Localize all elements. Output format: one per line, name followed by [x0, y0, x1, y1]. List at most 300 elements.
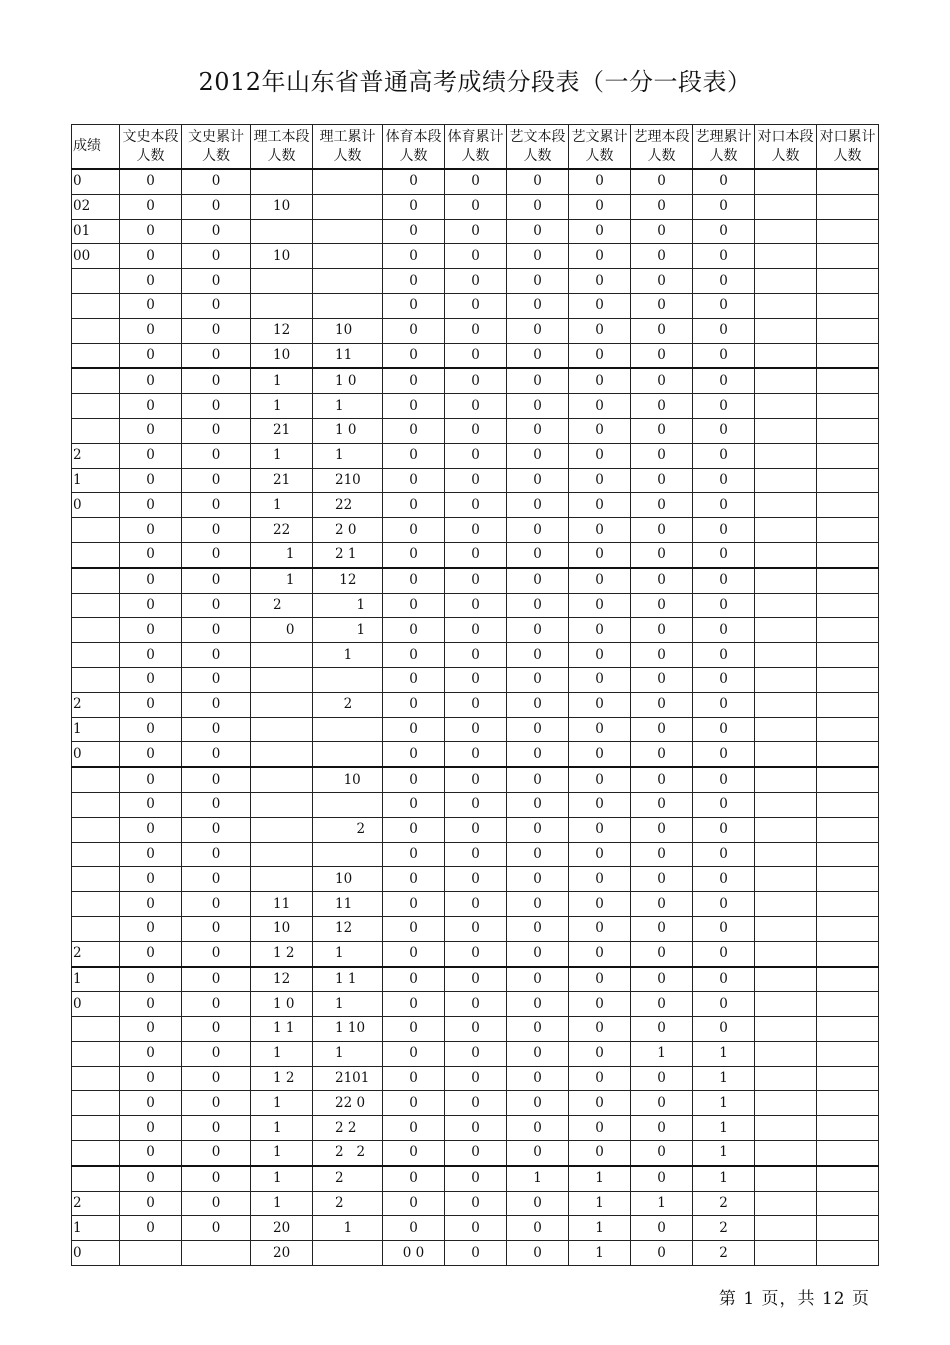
count-cell: 0 — [182, 618, 251, 643]
count-cell — [755, 418, 817, 443]
count-cell: 2 1 — [313, 542, 383, 567]
count-cell: 0 — [445, 643, 507, 668]
table-row — [72, 1017, 879, 1042]
count-cell: 0 — [120, 468, 182, 493]
count-cell: 0 — [445, 742, 507, 767]
count-cell: 0 — [569, 1141, 631, 1166]
count-cell: 11 — [313, 343, 383, 368]
count-cell: 0 — [120, 1066, 182, 1091]
count-cell: 1 — [251, 394, 313, 419]
count-cell — [313, 667, 383, 692]
count-cell: 0 — [631, 1216, 693, 1241]
count-cell — [755, 318, 817, 343]
count-cell — [817, 169, 879, 194]
table-row — [72, 941, 879, 966]
count-cell: 0 — [120, 1191, 182, 1216]
count-cell — [755, 1017, 817, 1042]
count-cell — [755, 394, 817, 419]
column-header: 艺文累计人数 — [569, 125, 631, 170]
count-cell: 0 — [383, 169, 445, 194]
count-cell — [755, 842, 817, 867]
count-cell — [313, 244, 383, 269]
count-cell: 0 — [693, 941, 755, 966]
count-cell: 0 — [507, 867, 569, 892]
count-cell: 0 — [507, 892, 569, 917]
count-cell: 0 — [507, 643, 569, 668]
count-cell: 0 — [120, 418, 182, 443]
count-cell: 10 — [313, 867, 383, 892]
count-cell: 0 — [693, 394, 755, 419]
count-cell: 0 — [569, 493, 631, 518]
count-cell: 0 — [631, 443, 693, 468]
count-cell — [755, 1141, 817, 1166]
table-row — [72, 643, 879, 668]
score-cell: 00 — [72, 244, 120, 269]
count-cell: 0 — [120, 244, 182, 269]
count-cell: 0 — [693, 618, 755, 643]
count-cell: 22 0 — [313, 1091, 383, 1116]
table-row — [72, 967, 879, 992]
count-cell: 0 — [182, 967, 251, 992]
count-cell: 0 — [445, 468, 507, 493]
count-cell: 1 — [693, 1066, 755, 1091]
count-cell: 0 — [445, 767, 507, 792]
count-cell: 0 — [182, 1141, 251, 1166]
table-row — [72, 568, 879, 593]
column-header: 文史累计人数 — [182, 125, 251, 170]
count-cell: 0 — [383, 717, 445, 742]
count-cell: 0 — [182, 518, 251, 543]
score-cell: 0 — [72, 992, 120, 1017]
count-cell — [251, 717, 313, 742]
count-cell: 0 — [445, 1166, 507, 1191]
count-cell: 0 — [693, 916, 755, 941]
count-cell: 1 2 — [251, 941, 313, 966]
count-cell: 0 — [507, 493, 569, 518]
count-cell: 0 — [631, 892, 693, 917]
count-cell — [817, 667, 879, 692]
count-cell: 0 — [631, 318, 693, 343]
count-cell — [817, 568, 879, 593]
count-cell: 1 1 — [251, 1017, 313, 1042]
count-cell: 0 — [445, 1066, 507, 1091]
table-row — [72, 318, 879, 343]
count-cell: 0 — [631, 1141, 693, 1166]
table-row — [72, 269, 879, 294]
count-cell — [817, 269, 879, 294]
count-cell: 1 — [251, 1166, 313, 1191]
count-cell: 1 — [313, 992, 383, 1017]
count-cell: 0 — [693, 767, 755, 792]
table-row — [72, 293, 879, 318]
count-cell: 0 — [631, 418, 693, 443]
count-cell: 0 — [507, 916, 569, 941]
count-cell: 0 — [631, 368, 693, 393]
score-cell: 2 — [72, 941, 120, 966]
count-cell: 12 — [313, 568, 383, 593]
count-cell: 21 — [251, 468, 313, 493]
count-cell: 0 — [693, 418, 755, 443]
count-cell: 1 — [631, 1041, 693, 1066]
count-cell: 0 — [693, 194, 755, 219]
count-cell: 0 — [569, 244, 631, 269]
count-cell — [313, 169, 383, 194]
count-cell — [817, 394, 879, 419]
count-cell — [817, 1066, 879, 1091]
count-cell — [313, 792, 383, 817]
count-cell: 0 — [569, 941, 631, 966]
table-header — [72, 125, 879, 170]
count-cell: 0 — [120, 842, 182, 867]
count-cell: 2 — [251, 593, 313, 618]
count-cell — [313, 219, 383, 244]
count-cell: 0 — [631, 792, 693, 817]
count-cell — [755, 1116, 817, 1141]
count-cell: 1 — [569, 1216, 631, 1241]
count-cell: 0 — [569, 717, 631, 742]
count-cell: 1 — [631, 1191, 693, 1216]
score-cell: 0 — [72, 742, 120, 767]
score-distribution-table — [71, 124, 879, 1266]
count-cell: 0 — [569, 542, 631, 567]
count-cell: 0 — [569, 368, 631, 393]
count-cell — [313, 717, 383, 742]
count-cell: 0 — [507, 443, 569, 468]
count-cell — [755, 293, 817, 318]
count-cell: 10 — [251, 244, 313, 269]
table-row — [72, 542, 879, 567]
count-cell: 12 — [313, 916, 383, 941]
count-cell: 0 — [120, 992, 182, 1017]
count-cell: 0 — [693, 518, 755, 543]
count-cell: 11 — [251, 892, 313, 917]
count-cell: 0 — [507, 992, 569, 1017]
count-cell: 0 — [569, 916, 631, 941]
count-cell: 0 — [182, 867, 251, 892]
count-cell: 0 — [445, 418, 507, 443]
count-cell: 0 — [120, 817, 182, 842]
count-cell: 0 — [693, 293, 755, 318]
count-cell: 12 — [251, 967, 313, 992]
table-row — [72, 618, 879, 643]
count-cell: 0 — [182, 169, 251, 194]
count-cell: 0 — [693, 742, 755, 767]
count-cell — [755, 667, 817, 692]
count-cell: 0 — [120, 618, 182, 643]
count-cell: 0 — [693, 692, 755, 717]
count-cell: 0 — [383, 992, 445, 1017]
count-cell: 0 — [507, 293, 569, 318]
count-cell: 0 — [383, 568, 445, 593]
count-cell: 0 — [631, 916, 693, 941]
count-cell: 0 — [120, 293, 182, 318]
count-cell: 0 — [507, 1116, 569, 1141]
count-cell: 0 — [120, 518, 182, 543]
count-cell — [817, 493, 879, 518]
table-row — [72, 842, 879, 867]
count-cell: 0 — [182, 493, 251, 518]
count-cell: 0 — [507, 468, 569, 493]
count-cell: 1 — [251, 542, 313, 567]
column-header: 体育本段人数 — [383, 125, 445, 170]
count-cell — [817, 593, 879, 618]
column-header: 艺理累计人数 — [693, 125, 755, 170]
count-cell: 0 — [445, 618, 507, 643]
count-cell: 0 — [383, 643, 445, 668]
count-cell: 0 — [507, 1241, 569, 1266]
count-cell: 0 — [507, 1066, 569, 1091]
count-cell — [251, 667, 313, 692]
count-cell — [817, 318, 879, 343]
column-header: 对口累计人数 — [817, 125, 879, 170]
count-cell: 1 — [507, 1166, 569, 1191]
count-cell — [755, 493, 817, 518]
score-cell: 2 — [72, 692, 120, 717]
count-cell: 0 — [445, 194, 507, 219]
count-cell — [755, 1241, 817, 1266]
count-cell: 2 — [313, 1166, 383, 1191]
score-cell — [72, 892, 120, 917]
count-cell: 0 — [383, 916, 445, 941]
count-cell: 0 — [693, 542, 755, 567]
count-cell: 0 — [507, 767, 569, 792]
count-cell: 0 — [507, 593, 569, 618]
count-cell: 0 — [507, 1091, 569, 1116]
count-cell: 0 — [693, 318, 755, 343]
count-cell — [755, 1041, 817, 1066]
count-cell: 0 — [693, 792, 755, 817]
count-cell: 0 — [507, 1017, 569, 1042]
count-cell — [817, 842, 879, 867]
count-cell — [755, 717, 817, 742]
score-cell — [72, 667, 120, 692]
count-cell: 0 — [569, 269, 631, 294]
count-cell: 0 — [120, 742, 182, 767]
count-cell — [817, 368, 879, 393]
count-cell: 10 — [251, 194, 313, 219]
count-cell: 0 — [120, 892, 182, 917]
count-cell: 10 — [313, 318, 383, 343]
table-row — [72, 1066, 879, 1091]
count-cell: 0 — [631, 1017, 693, 1042]
count-cell — [755, 542, 817, 567]
count-cell: 2 — [693, 1191, 755, 1216]
table-row — [72, 443, 879, 468]
count-cell: 0 — [120, 1141, 182, 1166]
count-cell — [817, 643, 879, 668]
count-cell — [755, 692, 817, 717]
table-body — [72, 169, 879, 1266]
count-cell: 1 — [251, 1116, 313, 1141]
count-cell: 0 — [383, 1166, 445, 1191]
count-cell — [817, 1166, 879, 1191]
count-cell: 1 — [693, 1041, 755, 1066]
count-cell: 0 — [445, 667, 507, 692]
count-cell — [817, 867, 879, 892]
count-cell: 0 — [507, 842, 569, 867]
count-cell: 0 — [383, 1066, 445, 1091]
count-cell: 0 — [507, 219, 569, 244]
page-indicator: 第 1 页，共 12 页 — [718, 1289, 870, 1309]
count-cell: 0 — [569, 1116, 631, 1141]
count-cell: 0 — [383, 1141, 445, 1166]
count-cell: 0 — [182, 542, 251, 567]
count-cell: 1 2 — [251, 1066, 313, 1091]
count-cell: 0 0 — [383, 1241, 445, 1266]
score-cell — [72, 792, 120, 817]
score-cell — [72, 916, 120, 941]
count-cell: 0 — [383, 194, 445, 219]
count-cell — [251, 792, 313, 817]
count-cell: 0 — [693, 368, 755, 393]
count-cell — [755, 643, 817, 668]
count-cell: 0 — [182, 219, 251, 244]
count-cell: 0 — [507, 343, 569, 368]
count-cell: 0 — [693, 244, 755, 269]
count-cell: 0 — [383, 468, 445, 493]
count-cell — [755, 593, 817, 618]
score-cell: 1 — [72, 967, 120, 992]
count-cell: 0 — [693, 568, 755, 593]
count-cell: 0 — [569, 318, 631, 343]
count-cell: 0 — [251, 618, 313, 643]
count-cell — [755, 468, 817, 493]
count-cell: 0 — [445, 892, 507, 917]
score-cell — [72, 343, 120, 368]
count-cell: 0 — [182, 1091, 251, 1116]
count-cell: 0 — [569, 593, 631, 618]
count-cell — [817, 194, 879, 219]
score-cell — [72, 1066, 120, 1091]
count-cell: 0 — [445, 967, 507, 992]
count-cell: 2 2 — [313, 1141, 383, 1166]
count-cell: 0 — [569, 967, 631, 992]
count-cell: 0 — [507, 667, 569, 692]
count-cell: 0 — [693, 468, 755, 493]
score-cell — [72, 1041, 120, 1066]
score-cell: 1 — [72, 717, 120, 742]
count-cell: 0 — [120, 343, 182, 368]
count-cell — [755, 269, 817, 294]
count-cell: 0 — [445, 568, 507, 593]
count-cell: 0 — [182, 992, 251, 1017]
count-cell — [817, 343, 879, 368]
table-row — [72, 1191, 879, 1216]
count-cell: 0 — [507, 692, 569, 717]
count-cell: 21 — [251, 418, 313, 443]
count-cell — [251, 293, 313, 318]
count-cell: 0 — [120, 1216, 182, 1241]
count-cell: 1 — [313, 643, 383, 668]
count-cell: 0 — [182, 468, 251, 493]
count-cell: 0 — [507, 1041, 569, 1066]
count-cell: 0 — [383, 1116, 445, 1141]
count-cell: 0 — [182, 318, 251, 343]
count-cell: 1 0 — [251, 992, 313, 1017]
count-cell: 0 — [120, 717, 182, 742]
count-cell — [251, 692, 313, 717]
count-cell: 0 — [383, 792, 445, 817]
count-cell: 0 — [631, 742, 693, 767]
count-cell — [817, 1216, 879, 1241]
count-cell: 0 — [693, 219, 755, 244]
count-cell — [817, 717, 879, 742]
score-cell — [72, 817, 120, 842]
count-cell: 0 — [182, 817, 251, 842]
count-cell: 0 — [383, 318, 445, 343]
count-cell: 1 — [251, 368, 313, 393]
count-cell — [817, 1191, 879, 1216]
count-cell: 0 — [445, 443, 507, 468]
count-cell: 0 — [383, 667, 445, 692]
count-cell: 0 — [693, 443, 755, 468]
score-cell: 2 — [72, 1191, 120, 1216]
score-cell — [72, 394, 120, 419]
count-cell: 0 — [383, 394, 445, 419]
count-cell: 0 — [693, 643, 755, 668]
count-cell: 20 — [251, 1216, 313, 1241]
count-cell: 0 — [507, 742, 569, 767]
count-cell: 0 — [693, 343, 755, 368]
count-cell: 0 — [383, 767, 445, 792]
count-cell: 0 — [383, 1091, 445, 1116]
count-cell: 1 — [251, 568, 313, 593]
count-cell — [755, 967, 817, 992]
count-cell: 0 — [569, 568, 631, 593]
table-row — [72, 219, 879, 244]
count-cell: 0 — [182, 742, 251, 767]
count-cell: 1 — [313, 394, 383, 419]
count-cell: 10 — [251, 916, 313, 941]
count-cell: 0 — [693, 717, 755, 742]
count-cell: 0 — [383, 518, 445, 543]
count-cell: 0 — [631, 643, 693, 668]
count-cell: 0 — [693, 992, 755, 1017]
count-cell: 0 — [120, 1166, 182, 1191]
count-cell: 0 — [182, 394, 251, 419]
column-header: 理工本段人数 — [251, 125, 313, 170]
count-cell: 1 — [693, 1166, 755, 1191]
count-cell — [817, 1041, 879, 1066]
count-cell: 0 — [569, 892, 631, 917]
score-cell — [72, 542, 120, 567]
count-cell: 0 — [445, 318, 507, 343]
count-cell: 0 — [631, 593, 693, 618]
score-cell: 1 — [72, 1216, 120, 1241]
table-row — [72, 468, 879, 493]
table-row — [72, 418, 879, 443]
count-cell: 0 — [507, 394, 569, 419]
count-cell: 0 — [120, 568, 182, 593]
count-cell: 0 — [507, 1216, 569, 1241]
count-cell — [817, 1116, 879, 1141]
count-cell: 0 — [120, 767, 182, 792]
count-cell: 0 — [383, 692, 445, 717]
count-cell: 0 — [445, 1191, 507, 1216]
count-cell: 0 — [383, 742, 445, 767]
table-row — [72, 1041, 879, 1066]
count-cell — [251, 643, 313, 668]
count-cell: 0 — [383, 293, 445, 318]
count-cell: 0 — [631, 269, 693, 294]
count-cell — [251, 269, 313, 294]
count-cell: 0 — [631, 941, 693, 966]
count-cell — [817, 293, 879, 318]
score-cell — [72, 318, 120, 343]
count-cell — [755, 443, 817, 468]
count-cell: 0 — [445, 1041, 507, 1066]
table-row — [72, 767, 879, 792]
